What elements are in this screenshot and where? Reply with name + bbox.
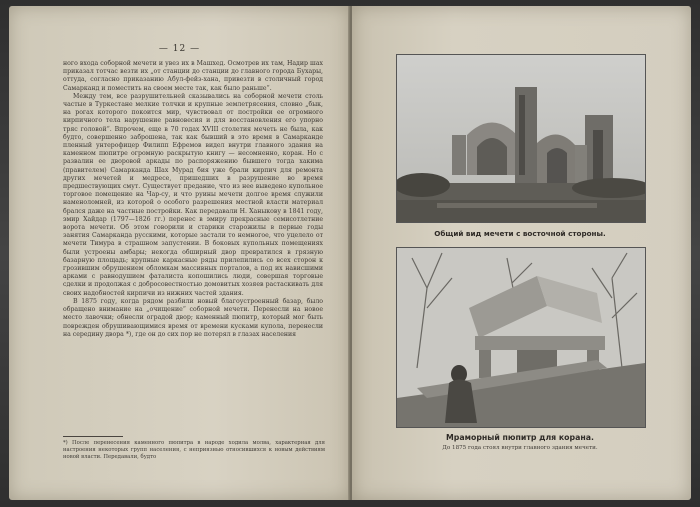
- paragraph: ного входа соборной мечети и увез их в Машхед. Осмотрев их там, Надир шах приказал тотчас везти их „от станции до станции до главного города Бухары, оттуда, согласно приказанию Абул-фейз-хана, привезти в столичный город Самарканд и поместить на своем месте так, как было раньше“.: [63, 60, 323, 92]
- paragraph: В 1875 году, когда рядом разбили новый благоустроенный базар, было обращено внимание на „очищение“ соборной мечети. Перенесли на новое место лавочки; обнесли оградой двор; каменный пюпитр, который мог быть поврежден обрушивающимися время от времени кусками купола, перенесли на середину двора *), где он до сих пор не потерял в глазах населения: [63, 297, 323, 338]
- photo-caption: Мраморный пюпитр для корана.: [446, 433, 594, 442]
- footnote: *) После перенесения каменного пюпитра в народе ходила молва, характерная для настроения некоторых групп населения, с неприязнью относившихся к новым действиям новой власти. Передавали, будто: [63, 440, 325, 460]
- photo-subcaption: До 1875 года стоял внутри главного здания мечети.: [442, 445, 598, 451]
- photo-caption: Общий вид мечети с восточной стороны.: [434, 229, 606, 238]
- marble-lectern-photo: [396, 247, 646, 428]
- body-text: [63, 60, 323, 339]
- left-page: [9, 6, 350, 500]
- page-number: — 12 —: [158, 44, 201, 54]
- footnote-rule: [63, 436, 123, 437]
- mosque-ruins-photo: [396, 54, 646, 223]
- paragraph: Между тем, все разрушительней сказывались на соборной мечети столь частые в Туркестане мелкие толчки и крупные землетрясения, словно „бык, на рогах которого покоится мир, чувствовал от постройки ее огромного кирпичного тела нарушение равновесия и для восстановления его упорно тряс головой“. Впрочем, еще в 70 годах XVIII столетия мечеть не была, как будто, совершенно заброшена, так как бывший в это время в Самаркандe пленный унтерофицер Филипп Ефремов видел внутри главного здания на каменном пюпитре огромную раскрытую книгу — несомненно, коран. Но с развалин ее дворовой аркады по распоряжению бывшего тогда хакима (правителем) Самарканда Шах Мурад бия уже брали кирпич для ремонта других мечетей и медресе, пришедших в разрушение во время предшествующих смут. Существует предание, что из нее выведено купольное торговое помещение на Чар-су, и что руины мечети долгое время служили наменоломней, из которой о особого разрешения местной власти материал брался даже на частные постройки. Как передавали Н. Ханыкову в 1841 году, эмир Хайдар (1797—1826 гг.) перенес в эмиру прекрасные семисотлетние ворота мечети. Об этом говорили и старики старожилы в первые годы занятия Самарканда русскими, которые застали то немногое, что уцелело от мечети Тимура в страшном запустении. В боковых купольных помещениях были устроены амбары; некогда обширный двор превратился в грязную базарную площадь; крупные каркасные ряды прилепились со всех сторон к грозившим обрушением обломкам массивных порталов, а под их нависшими арками с равнодушием фаталиста копошились люди, совершая торговые сделки и продолжая с добросовестностью домовитых хозяев растаскивать для своих надобностей кирпичи из нижних частей здания.: [63, 92, 323, 297]
